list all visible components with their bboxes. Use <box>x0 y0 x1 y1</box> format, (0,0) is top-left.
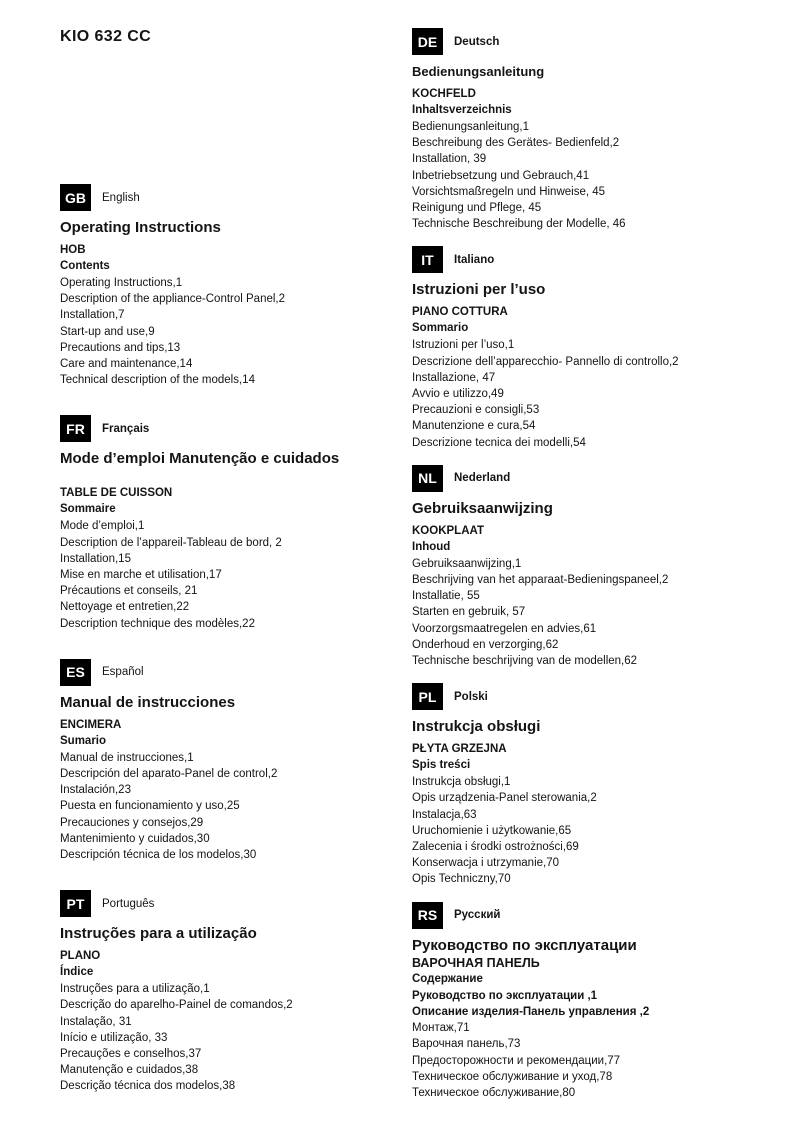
contents-heading-es: Sumario <box>60 734 107 747</box>
section-rs <box>412 902 776 1101</box>
toc-item: Installatie, 55 <box>412 590 480 603</box>
toc-item: Voorzorgsmaatregelen en advies,61 <box>412 622 597 635</box>
toc-item: Precauciones y consejos,29 <box>60 816 204 829</box>
appliance-name-pt: PLANO <box>60 950 101 963</box>
toc-item: Vorsichtsmaßregeln und Hinweise, 45 <box>412 185 606 198</box>
contents-heading-de: Inhaltsverzeichnis <box>412 104 512 116</box>
toc-item: Mantenimiento y cuidados,30 <box>60 832 210 845</box>
left-column <box>60 28 392 1122</box>
contents-list-nl <box>412 556 776 669</box>
language-name-it: Italiano <box>454 253 495 266</box>
toc-item: Technical description of the models,14 <box>60 374 255 387</box>
toc-item: Manutenzione e cura,54 <box>412 420 536 433</box>
appliance-name-gb: HOB <box>60 244 86 256</box>
section-title-de: Bedienungsanleitung <box>412 64 545 79</box>
right-column <box>412 28 776 1122</box>
toc-item: Mode d’emploi,1 <box>60 520 145 533</box>
contents-list-gb <box>60 275 392 388</box>
section-pt <box>60 890 392 1094</box>
toc-item: Precauzioni e consigli,53 <box>412 404 540 417</box>
language-header-es <box>60 659 392 686</box>
language-name-de: Deutsch <box>454 35 500 48</box>
appliance-name-nl: KOOKPLAAT <box>412 524 484 537</box>
section-title-es: Manual de instrucciones <box>60 693 236 711</box>
toc-item: Descripción técnica de los modelos,30 <box>60 849 257 862</box>
contents-heading-rs: Содержание <box>412 972 483 985</box>
toc-item: Precautions and tips,13 <box>60 341 181 354</box>
toc-item: Instalacja,63 <box>412 808 477 821</box>
section-title-gb: Operating Instructions <box>60 219 221 236</box>
contents-list-pt <box>60 981 392 1094</box>
contents-heading-it: Sommario <box>412 322 469 335</box>
toc-item: Описание изделия-Панель управления ,2 <box>412 1005 650 1018</box>
language-header-rs <box>412 902 776 929</box>
toc-item: Варочная панель,73 <box>412 1038 521 1051</box>
toc-item: Instalación,23 <box>60 784 131 797</box>
section-gb <box>60 184 392 388</box>
language-name-gb: English <box>102 191 140 204</box>
appliance-name-rs: ВАРОЧНАЯ ПАНЕЛЬ <box>412 955 540 970</box>
contents-heading-pt: Índice <box>60 966 94 979</box>
contents-list-fr <box>60 518 392 631</box>
appliance-name-fr: TABLE DE CUISSON <box>60 487 173 500</box>
toc-item: Instrukcja obsługi,1 <box>412 776 511 789</box>
toc-item: Descripción del aparato-Panel de control,2 <box>60 768 278 781</box>
section-title-nl: Gebruiksaanwijzing <box>412 499 553 517</box>
toc-item: Description technique des modèles,22 <box>60 617 255 630</box>
appliance-name-pl: PŁYTA GRZEJNA <box>412 743 507 756</box>
toc-item: Reinigung und Pflege, 45 <box>412 202 542 215</box>
toc-item: Descrizione tecnica dei modelli,54 <box>412 436 586 449</box>
toc-item: Zalecenia i środki ostrożności,69 <box>412 841 579 854</box>
toc-item: Précautions et conseils, 21 <box>60 585 198 598</box>
section-title-fr: Mode d’emploi Manutenção e cuidados <box>60 450 340 468</box>
section-pl <box>412 683 776 887</box>
toc-item: Instalação, 31 <box>60 1015 132 1028</box>
contents-list-es <box>60 750 392 863</box>
contents-heading-nl: Inhoud <box>412 540 451 553</box>
language-badge-rs: RS <box>412 902 443 929</box>
toc-item: Istruzioni per l’uso,1 <box>412 339 515 352</box>
language-name-rs: Русский <box>454 909 501 922</box>
language-badge-pt: PT <box>60 890 91 917</box>
toc-item: Техническое обслуживание и уход,78 <box>412 1070 613 1083</box>
language-header-pt <box>60 890 392 917</box>
toc-item: Монтаж,71 <box>412 1022 470 1035</box>
language-badge-de: DE <box>412 28 443 55</box>
two-column-layout <box>60 28 776 1122</box>
toc-item: Beschreibung des Gerätes- Bedienfeld,2 <box>412 137 620 150</box>
contents-list-it <box>412 337 776 450</box>
toc-item: Mise en marche et utilisation,17 <box>60 569 222 582</box>
toc-item: Руководство по эксплуатации ,1 <box>412 989 598 1002</box>
language-name-pt: Português <box>102 897 155 910</box>
toc-item: Предосторожности и рекомендации,77 <box>412 1054 621 1067</box>
language-name-es: Español <box>102 666 144 679</box>
toc-item: Opis Techniczny,70 <box>412 873 511 886</box>
toc-item: Uruchomienie i użytkowanie,65 <box>412 824 572 837</box>
toc-item: Konserwacja i utrzymanie,70 <box>412 857 560 870</box>
toc-item: Descrizione dell’apparecchio- Pannello di controllo,2 <box>412 355 679 368</box>
contents-heading-pl: Spis treści <box>412 759 471 772</box>
section-title-pt: Instruções para a utilização <box>60 925 257 943</box>
language-name-nl: Nederland <box>454 472 511 485</box>
language-name-fr: Français <box>102 422 150 435</box>
language-header-de <box>412 28 776 55</box>
toc-item: Avvio e utilizzo,49 <box>412 388 504 401</box>
section-es <box>60 659 392 863</box>
toc-item: Technische beschrijving van de modellen,62 <box>412 655 638 668</box>
contents-list-de <box>412 119 776 232</box>
toc-item: Beschrijving van het apparaat-Bedieningspaneel,2 <box>412 574 669 587</box>
contents-heading-gb: Contents <box>60 260 110 272</box>
model-number: KIO 632 CC <box>60 28 152 45</box>
section-it <box>412 246 776 450</box>
section-fr <box>60 415 392 631</box>
toc-item: Technische Beschreibung der Modelle, 46 <box>412 218 626 231</box>
toc-item: Техническое обслуживание,80 <box>412 1086 576 1099</box>
toc-item: Manual de instrucciones,1 <box>60 751 194 764</box>
toc-item: Care and maintenance,14 <box>60 358 193 371</box>
language-badge-fr: FR <box>60 415 91 442</box>
language-badge-pl: PL <box>412 683 443 710</box>
toc-item: Installation, 39 <box>412 153 487 166</box>
toc-item: Precauções e conselhos,37 <box>60 1048 202 1061</box>
section-de <box>412 28 776 232</box>
language-name-pl: Polski <box>454 690 488 703</box>
toc-item: Descrição do aparelho-Painel de comandos,2 <box>60 999 293 1012</box>
toc-item: Inbetriebsetzung und Gebrauch,41 <box>412 169 590 182</box>
toc-item: Onderhoud en verzorging,62 <box>412 638 559 651</box>
contents-heading-fr: Sommaire <box>60 503 116 516</box>
language-header-fr <box>60 415 392 442</box>
toc-item: Starten en gebruik, 57 <box>412 606 526 619</box>
toc-item: Descrição técnica dos modelos,38 <box>60 1080 236 1093</box>
toc-item: Gebruiksaanwijzing,1 <box>412 557 522 570</box>
toc-item: Installation,7 <box>60 309 125 322</box>
toc-item: Puesta en funcionamiento y uso,25 <box>60 800 240 813</box>
section-title-rs: Руководство по эксплуатации <box>412 936 637 954</box>
toc-item: Instruções para a utilização,1 <box>60 983 210 996</box>
language-header-pl <box>412 683 776 710</box>
toc-item: Start-up and use,9 <box>60 325 155 338</box>
toc-item: Operating Instructions,1 <box>60 277 183 289</box>
section-nl <box>412 465 776 669</box>
language-header-nl <box>412 465 776 492</box>
toc-item: Bedienungsanleitung,1 <box>412 121 530 133</box>
language-header-gb <box>60 184 392 211</box>
toc-item: Installation,15 <box>60 552 131 565</box>
section-title-it: Istruzioni per l’uso <box>412 281 546 299</box>
contents-list-rs <box>412 988 776 1101</box>
language-badge-gb: GB <box>60 184 91 211</box>
toc-item: Opis urządzenia-Panel sterowania,2 <box>412 792 597 805</box>
toc-item: Description of the appliance-Control Panel,2 <box>60 293 286 306</box>
toc-item: Manutenção e cuidados,38 <box>60 1064 199 1077</box>
toc-item: Nettoyage et entretien,22 <box>60 601 190 614</box>
section-title-pl: Instrukcja obsługi <box>412 718 541 736</box>
toc-item: Description de l’appareil-Tableau de bord, 2 <box>60 536 282 549</box>
language-badge-nl: NL <box>412 465 443 492</box>
language-header-it <box>412 246 776 273</box>
toc-item: Início e utilização, 33 <box>60 1031 168 1044</box>
language-badge-es: ES <box>60 659 91 686</box>
appliance-name-de: KOCHFELD <box>412 88 476 100</box>
language-badge-it: IT <box>412 246 443 273</box>
contents-list-pl <box>412 774 776 887</box>
appliance-name-it: PIANO COTTURA <box>412 306 508 319</box>
toc-item: Installazione, 47 <box>412 371 496 384</box>
appliance-name-es: ENCIMERA <box>60 718 122 731</box>
